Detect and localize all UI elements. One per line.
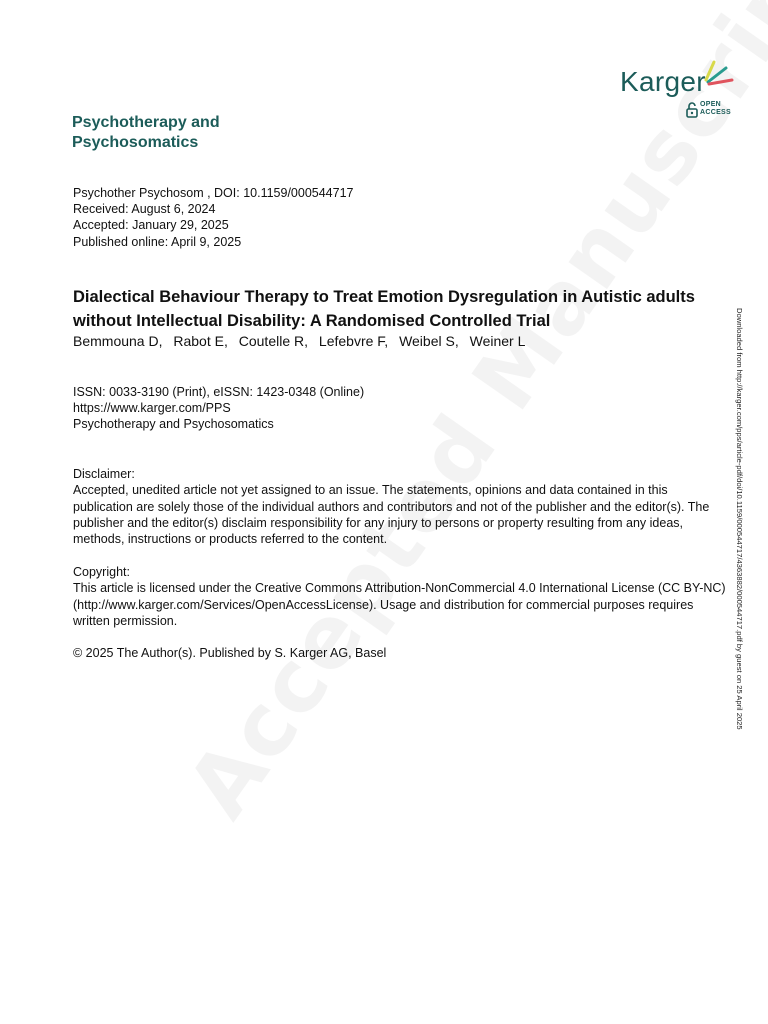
karger-wordmark: Karger bbox=[620, 66, 706, 97]
karger-open-access-logo[interactable] bbox=[612, 56, 742, 122]
author: Weibel S, bbox=[399, 333, 459, 349]
copyright-notice: © 2025 The Author(s). Published by S. Karger AG, Basel bbox=[73, 646, 387, 660]
disclaimer-section bbox=[73, 466, 728, 547]
author: Weiner L bbox=[469, 333, 526, 349]
open-access-line1: OPEN bbox=[700, 101, 722, 108]
journal-issn-info bbox=[73, 384, 673, 433]
journal-name-line1: Psychotherapy and bbox=[72, 114, 220, 131]
open-lock-icon bbox=[686, 102, 698, 118]
copyright-heading: Copyright: bbox=[73, 565, 130, 579]
journal-title-line: Psychotherapy and Psychosomatics bbox=[73, 417, 274, 432]
article-metadata bbox=[73, 185, 673, 250]
author: Bemmouna D, bbox=[73, 333, 163, 349]
author: Coutelle R, bbox=[238, 333, 309, 349]
author: Lefebvre F, bbox=[318, 333, 389, 349]
journal-name-line2: Psychosomatics bbox=[72, 134, 199, 151]
issn-line: ISSN: 0033-3190 (Print), eISSN: 1423-0348 (Online) bbox=[73, 385, 365, 399]
open-access-line2: ACCESS bbox=[700, 109, 731, 116]
author: Rabot E, bbox=[173, 333, 228, 349]
accepted-date: Accepted: January 29, 2025 bbox=[73, 218, 229, 233]
article-title: Dialectical Behaviour Therapy to Treat Emotion Dysregulation in Autistic adults without Intellectual Disability: A Randomised Controlled Trial bbox=[73, 288, 695, 330]
download-note-text: Downloaded from http://karger.com/pps/article-pdf/doi/10.1159/000544717/4363882/000544717.pdf by guest on 25 April 2025 bbox=[735, 308, 744, 730]
karger-rays-icon bbox=[700, 58, 734, 88]
copyright-section bbox=[73, 564, 728, 629]
copyright-body: This article is licensed under the Creative Commons Attribution-NonCommercial 4.0 International License (CC BY-NC) (http://www.karger.com/Services/OpenAccessLicense). Usage and distribution for commercial purposes requires written permission. bbox=[73, 581, 726, 628]
journal-name bbox=[72, 113, 312, 153]
open-access-badge bbox=[686, 100, 746, 122]
published-date: Published online: April 9, 2025 bbox=[73, 234, 242, 249]
received-date: Received: August 6, 2024 bbox=[73, 202, 216, 217]
doi-line[interactable]: Psychother Psychosom , DOI: 10.1159/000544717 bbox=[73, 186, 354, 200]
author-list bbox=[73, 331, 713, 351]
journal-url-link[interactable]: https://www.karger.com/PPS bbox=[73, 401, 231, 416]
disclaimer-heading: Disclaimer: bbox=[73, 467, 135, 481]
disclaimer-body: Accepted, unedited article not yet assigned to an issue. The statements, opinions and data contained in this publication are solely those of the individual authors and contributors and not of the publisher and the editor(s). The publisher and the editor(s) disclaim responsibility for any injury to persons or property resulting from any ideas, methods, instructions or products referred to the content. bbox=[73, 483, 710, 547]
